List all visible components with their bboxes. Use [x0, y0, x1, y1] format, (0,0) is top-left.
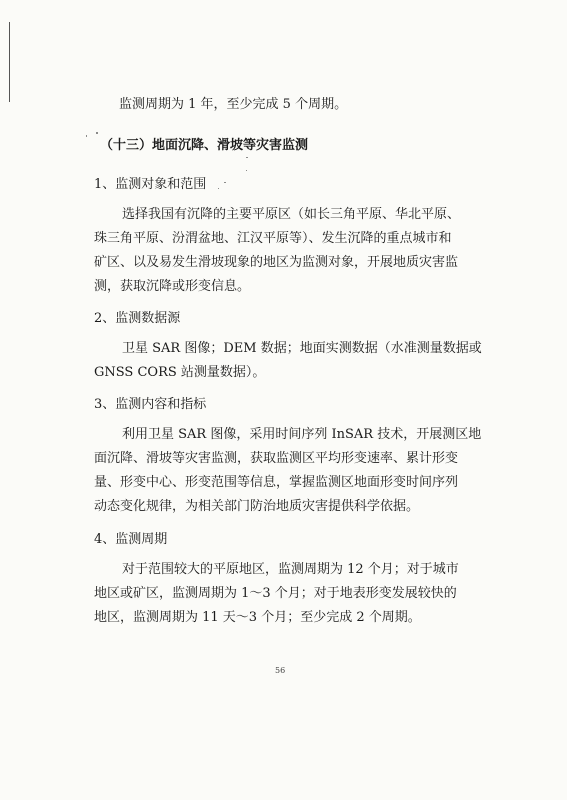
scan-speck — [246, 170, 247, 171]
item-1-line-3: 矿区、以及易发生滑坡现象的地区为监测对象，开展地质灾害监 — [94, 255, 459, 270]
item-3-line-3: 量、形变中心、形变范围等信息，掌握监测区地面形变时间序列 — [94, 475, 459, 490]
item-3-line-1: 利用卫星 SAR 图像，采用时间序列 InSAR 技术，开展测区地 — [122, 427, 482, 442]
scan-artifact-line — [9, 22, 10, 102]
item-4-line-3: 地区，监测周期为 11 天～3 个月；至少完成 2 个周期。 — [94, 610, 421, 625]
item-3-line-4: 动态变化规律，为相关部门防治地质灾害提供科学依据。 — [94, 499, 420, 514]
item-heading-2: 2、监测数据源 — [94, 311, 181, 326]
item-heading-3: 3、监测内容和指标 — [94, 397, 207, 412]
section-title: （十三）地面沉降、滑坡等灾害监测 — [100, 138, 309, 153]
item-heading-1: 1、监测对象和范围 — [94, 177, 207, 192]
item-4-line-2: 地区或矿区，监测周期为 1～3 个月；对于地表形变发展较快的 — [94, 586, 457, 601]
intro-line: 监测周期为 1 年，至少完成 5 个周期。 — [119, 97, 348, 112]
scan-speck — [96, 132, 98, 134]
item-heading-4: 4、监测周期 — [94, 532, 168, 547]
item-4-line-1: 对于范围较大的平原地区，监测周期为 12 个月；对于城市 — [122, 562, 459, 577]
item-3-line-2: 面沉降、滑坡等灾害监测，获取监测区平均形变速率、累计形变 — [94, 451, 459, 466]
item-2-line-2: GNSS CORS 站测量数据）。 — [94, 365, 266, 380]
item-1-line-4: 测，获取沉降或形变信息。 — [94, 279, 251, 294]
scan-speck — [224, 182, 226, 183]
scan-speck — [246, 157, 248, 158]
scan-speck — [218, 188, 219, 189]
page-number: 56 — [275, 666, 286, 675]
item-2-line-1: 卫星 SAR 图像；DEM 数据；地面实测数据（水准测量数据或 — [122, 341, 482, 356]
item-1-line-2: 珠三角平原、汾渭盆地、江汉平原等）、发生沉降的重点城市和 — [94, 231, 452, 246]
item-1-line-1: 选择我国有沉降的主要平原区（如长三角平原、华北平原、 — [122, 207, 461, 222]
scan-speck — [86, 135, 87, 137]
